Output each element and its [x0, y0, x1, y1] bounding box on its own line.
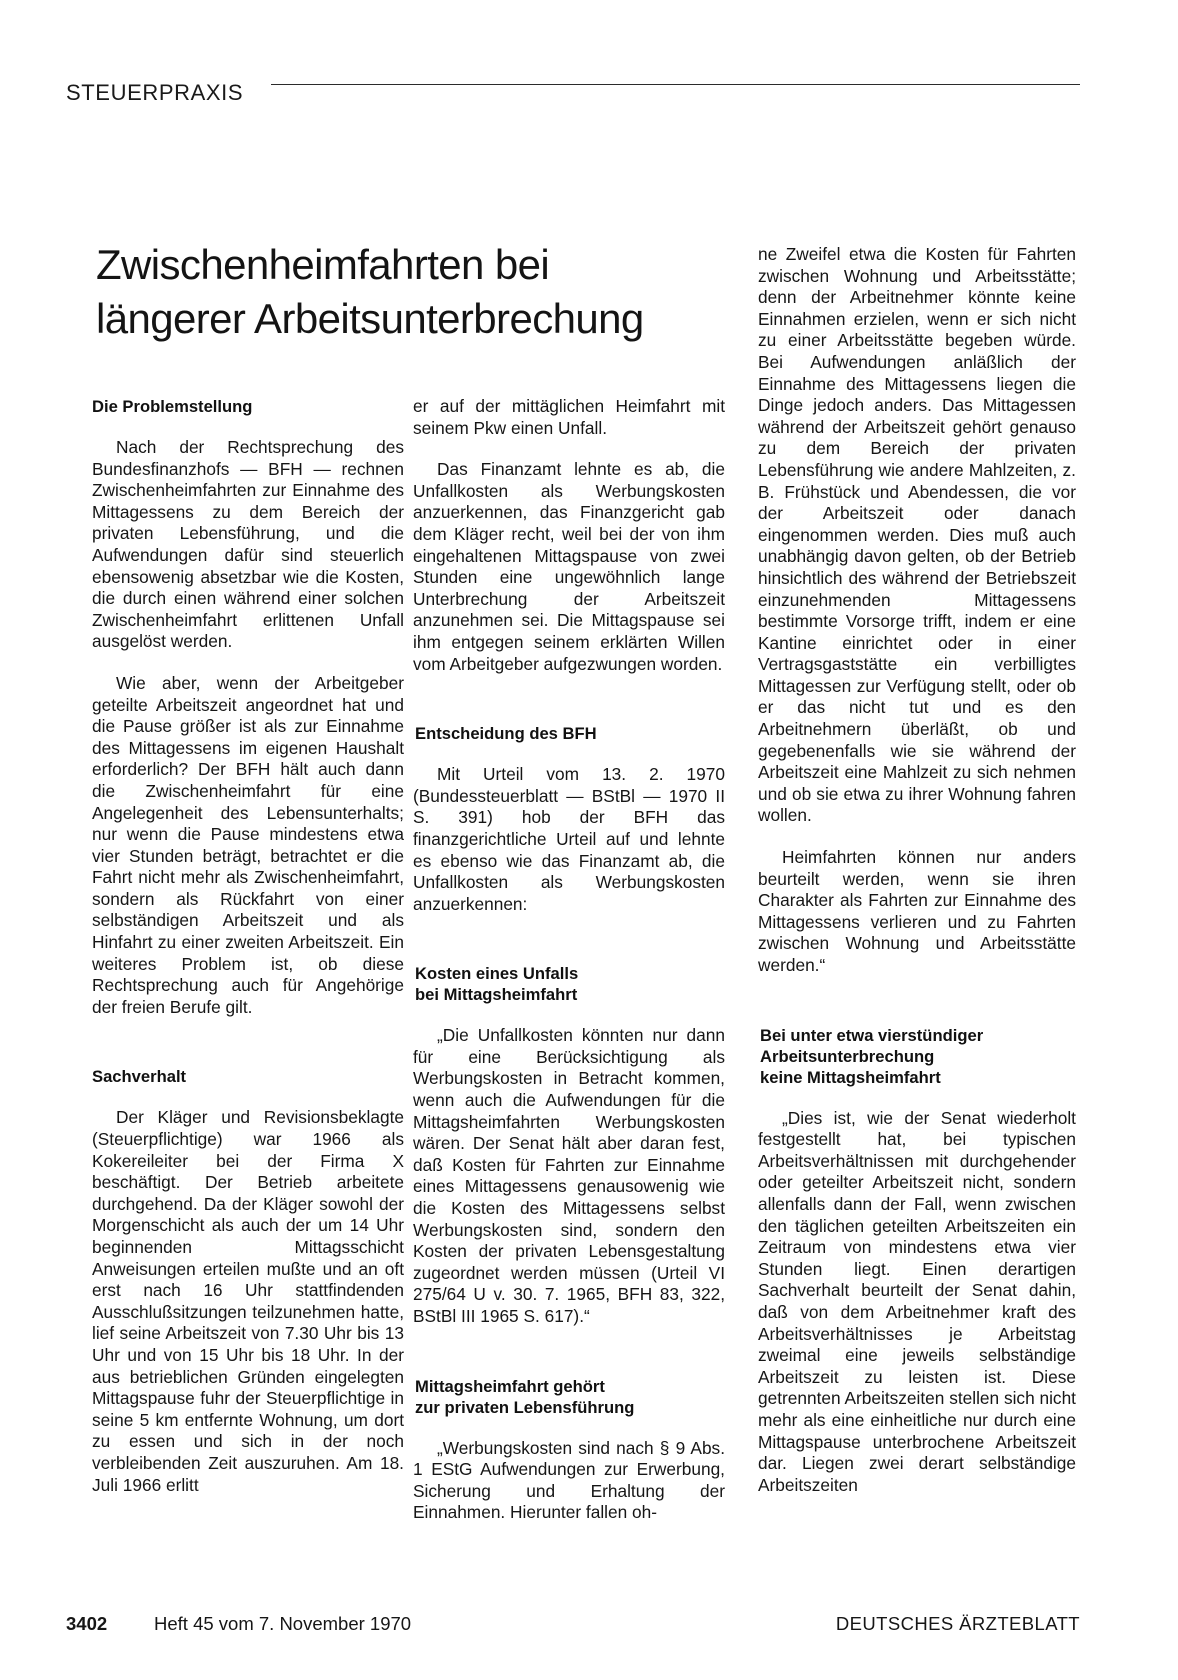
subheading-line: zur privaten Lebensführung	[415, 1397, 635, 1417]
text-column-1	[92, 396, 404, 1496]
page-header	[66, 76, 1080, 106]
subheading-arbeitsunterbrechung	[758, 1025, 1076, 1088]
spacer	[758, 827, 1076, 847]
text-column-3	[758, 244, 1076, 1496]
article-title-line-1: Zwischenheimfahrten bei	[96, 241, 550, 288]
text-column-2	[413, 396, 725, 1524]
paragraph: Wie aber, wenn der Arbeitgeber geteilte Arbeitszeit angeordnet hat und die Pause größer ist als zur Einnahme des Mittagessens im eigenen Haushalt erforderlich? Der BFH hält auch dann die Zwischenheimfahrt für eine Angelegenheit des Lebensunterhalts; nur wenn die Pause mindestens etwa vier Stunden beträgt, betrachtet er die Fahrt nicht mehr als Zwischenheimfahrt, sondern als Rückfahrt von einer selbständigen Arbeitszeit und als Hinfahrt zu einer zweiten Arbeitszeit. Ein weiteres Problem ist, ob diese Rechtsprechung auch für Angehörige der freien Berufe gilt.	[92, 672, 404, 1017]
paragraph: er auf der mittäglichen Heimfahrt mit seinem Pkw einen Unfall.	[413, 396, 725, 438]
spacer	[92, 417, 404, 437]
subheading-line: keine Mittagsheimfahrt	[760, 1067, 941, 1087]
spacer	[413, 915, 725, 963]
subheading-line: Kosten eines Unfalls	[415, 964, 579, 984]
spacer	[413, 1418, 725, 1438]
paragraph: Das Finanzamt lehnte es ab, die Unfallkosten als Werbungskosten anzuerkennen, das Finanzgericht gab dem Kläger recht, weil bei der von ihm eingehaltenen Mittagspause von zwei Stunden eine ungewöhnlich lange Unterbrechung der Arbeitszeit anzunehmen sei. Die Mittagspause sei ihm entgegen seinem erklärten Willen vom Arbeitgeber aufgezwungen worden.	[413, 459, 725, 674]
subheading-line: Bei unter etwa vierstündiger	[760, 1025, 984, 1045]
paragraph: „Werbungskosten sind nach § 9 Abs. 1 EStG Aufwendungen zur Erwerbung, Sicherung und Erhaltung der Einnahmen. Hierunter fallen oh-	[413, 1437, 725, 1523]
subheading-sachverhalt: Sachverhalt	[92, 1067, 187, 1087]
issue-info: Heft 45 vom 7. November 1970	[154, 1613, 412, 1634]
spacer	[413, 1328, 725, 1376]
paragraph: ne Zweifel etwa die Kosten für Fahrten zwischen Wohnung und Arbeitsstätte; denn der Arbeitnehmer könnte keine Einnahmen erzielen, wenn er sich nicht zu einer Arbeitsstätte begeben würde. Bei Aufwendungen anläßlich der Einnahme des Mittagessens liegen die Dinge jedoch anders. Das Mittagessen während der Arbeitszeit gehört genauso zu dem Bereich der privaten Lebensführung wie andere Mahlzeiten, z. B. Frühstück und Abendessen, die vor der Arbeitszeit oder danach eingenommen werden. Dies muß auch unabhängig davon gelten, ob der Betrieb hinsichtlich des während der Betriebszeit einzunehmenden Mittagessens bestimmte Vorsorge trifft, indem er eine Kantine einrichtet oder in einer Vertragsgaststätte ein verbilligtes Mittagessen zur Verfügung stellt, oder ob er das nicht tut und es den Arbeitnehmern überläßt, ob und gegebenenfalls wie sie während der Arbeitszeit eine Mahlzeit zu sich nehmen und ob sie etwa zu ihrer Wohnung fahren wollen.	[758, 244, 1076, 826]
article-title-line-2: längerer Arbeitsunterbrechung	[96, 295, 644, 342]
subheading-line: bei Mittagsheimfahrt	[415, 985, 578, 1005]
spacer	[92, 653, 404, 673]
section-label: STEUERPRAXIS	[66, 80, 244, 105]
subheading-problemstellung: Die Problemstellung	[92, 397, 253, 416]
spacer	[413, 1005, 725, 1025]
subheading-kosten-unfall	[413, 963, 725, 1005]
paragraph: „Dies ist, wie der Senat wiederholt festgestellt hat, bei typischen Arbeitsverhältnissen mit durchgehender oder geteilter Arbeitszeit nicht, sondern allenfalls dann der Fall, wenn zwischen den täglichen geteilten Arbeitszeiten ein Zeitraum von mindestens etwa vier Stunden liegt. Einen derartigen Sachverhalt beurteilt der Senat dahin, daß von dem Arbeitnehmer kraft des Arbeitsverhältnisses je Arbeitstag zweimal eine jeweils selbständige Arbeitszeit zu leisten ist. Diese getrennten Arbeitszeiten stellen sich nicht mehr als eine einheitliche nur durch eine Mittagspause unterbrochene Arbeitszeit dar. Liegen zwei derart selbständige Arbeitszeiten	[758, 1107, 1076, 1495]
header-rule	[271, 84, 1080, 85]
journal-name: DEUTSCHES ÄRZTEBLATT	[835, 1613, 1080, 1634]
spacer	[92, 1018, 404, 1066]
paragraph: Nach der Rechtsprechung des Bundesfinanzhofs — BFH — rechnen Zwischenheimfahrten zur Einnahme des Mittagessens zu dem Bereich der privaten Lebensführung, und die Aufwendungen dafür sind steuerlich ebensowenig absetzbar wie die Kosten, die durch einen während einer solchen Zwischenheimfahrt erlittenen Unfall ausgelöst werden.	[92, 437, 404, 652]
spacer	[413, 675, 725, 723]
subheading-mittagsheimfahrt	[413, 1376, 725, 1418]
page-footer	[66, 1612, 1080, 1640]
paragraph: Der Kläger und Revisionsbeklagte (Steuerpflichtige) war 1966 als Kokereileiter bei der Firma X beschäftigt. Der Betrieb arbeitete durchgehend. Da der Kläger sowohl der Morgenschicht als auch der um 14 Uhr beginnenden Mittagsschicht Anweisungen erteilen mußte und an oft erst nach 16 Uhr stattfindenden Ausschlußsitzungen teilzunehmen hatte, lief seine Arbeitszeit von 7.30 Uhr bis 13 Uhr und von 15 Uhr bis 18 Uhr. In der aus betrieblichen Gründen eingelegten Mittagspause fuhr der Steuerpflichtige in seine 5 km entfernte Wohnung, um dort zu essen und sich in der noch verbleibenden Zeit auszuruhen. Am 18. Juli 1966 erlitt	[92, 1107, 404, 1495]
article-title	[96, 238, 736, 346]
spacer	[92, 1087, 404, 1107]
subheading-entscheidung: Entscheidung des BFH	[415, 724, 597, 744]
subheading-line: Arbeitsunterbrechung	[760, 1046, 935, 1066]
spacer	[758, 977, 1076, 1025]
spacer	[413, 744, 725, 764]
paragraph: „Die Unfallkosten könnten nur dann für eine Berücksichtigung als Werbungskosten in Betracht kommen, wenn auch die Aufwendungen für die Mittagsheimfahrten Werbungskosten wären. Der Senat hält aber daran fest, daß Kosten für Fahrten zur Einnahme eines Mittagessens genausowenig wie die Kosten des Mittagessens selbst Werbungskosten sind, sondern den Kosten der privaten Lebensgestaltung zugeordnet werden müssen (Urteil VI 275/64 U v. 30. 7. 1965, BFH 83, 322, BStBl III 1965 S. 617).“	[413, 1025, 725, 1326]
page-number: 3402	[66, 1613, 108, 1634]
paragraph: Mit Urteil vom 13. 2. 1970 (Bundessteuerblatt — BStBl — 1970 II S. 391) hob der BFH das finanzgerichtliche Urteil auf und lehnte es ebenso wie das Finanzamt ab, die Unfallkosten als Werbungskosten anzuerkennen:	[413, 764, 725, 914]
paragraph: Heimfahrten können nur anders beurteilt werden, wenn sie ihren Charakter als Fahrten zur Einnahme des Mittagessens verlieren und zu Fahrten zwischen Wohnung und Arbeitsstätte werden.“	[758, 847, 1076, 975]
subheading-line: Mittagsheimfahrt gehört	[415, 1376, 605, 1396]
spacer	[413, 439, 725, 459]
spacer	[758, 1088, 1076, 1108]
